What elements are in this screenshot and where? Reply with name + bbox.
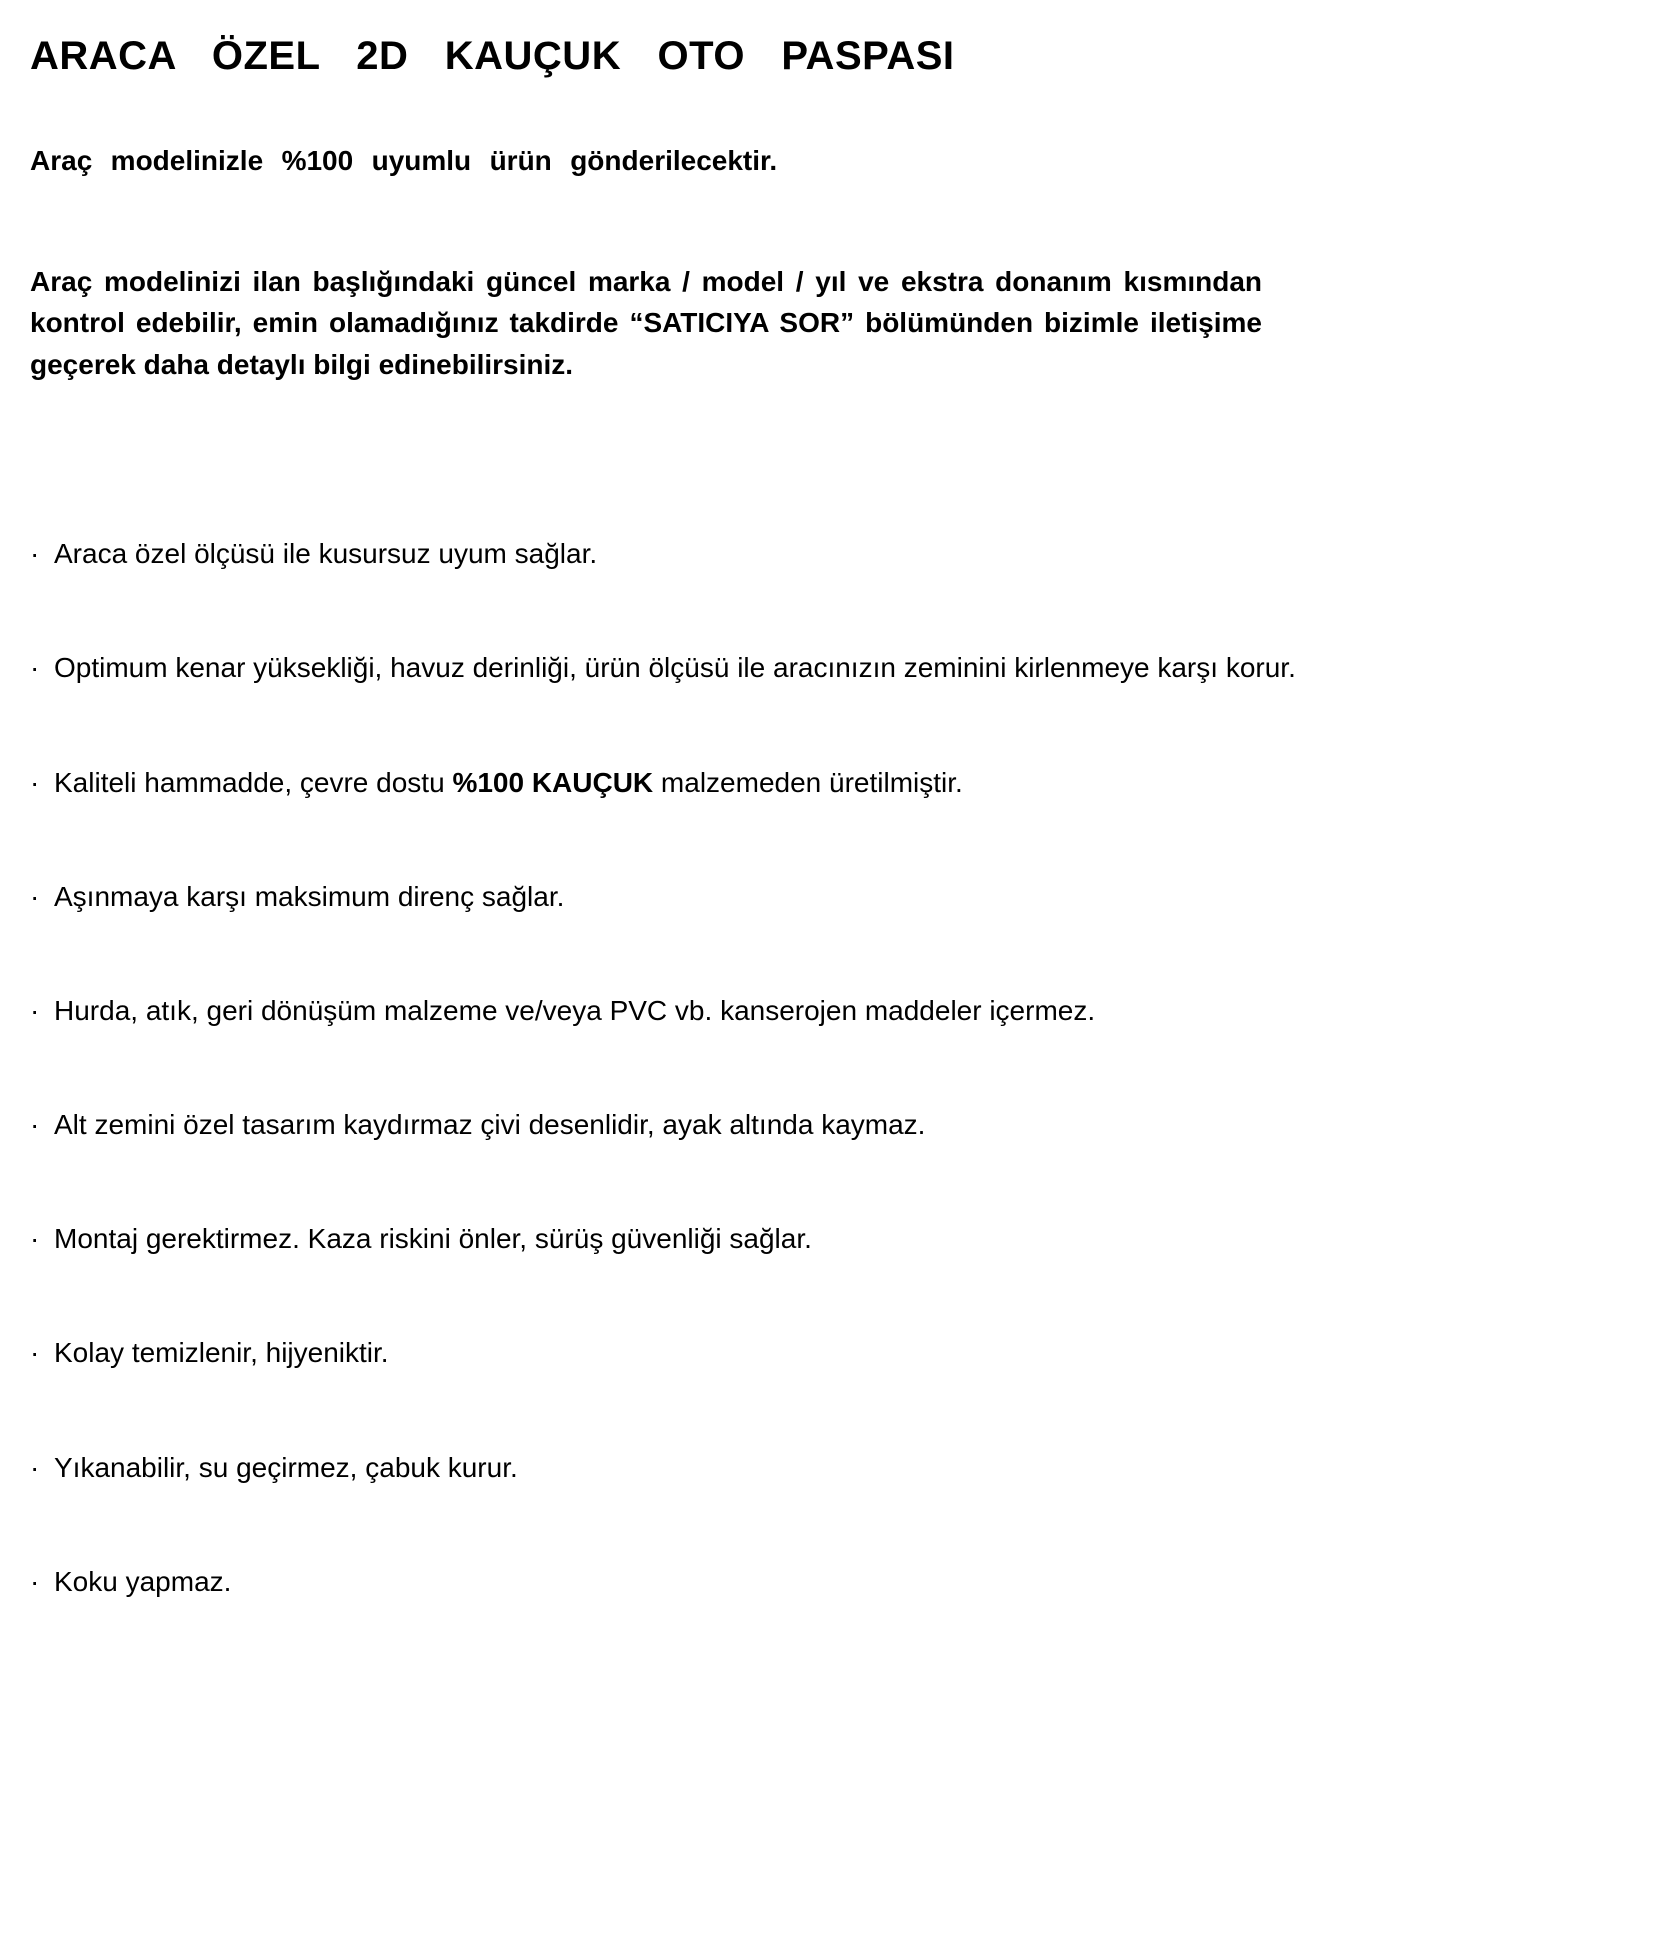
bullet-text-segment: Optimum kenar yüksekliği, havuz derinliği, ürün ölçüsü ile aracınızın zeminini kirlenmeye karşı korur. bbox=[54, 652, 1296, 684]
bullet-marker-icon: · bbox=[30, 1109, 40, 1141]
bullet-marker-icon: · bbox=[30, 1451, 40, 1483]
bullet-item bbox=[30, 1451, 1618, 1485]
bullet-text-bold-segment: %100 KAUÇUK bbox=[452, 766, 654, 798]
bullet-marker-icon: · bbox=[30, 1223, 40, 1255]
bullet-item bbox=[30, 1108, 1618, 1142]
bullet-text-segment: Araca özel ölçüsü ile kusursuz uyum sağlar. bbox=[54, 538, 598, 570]
bullet-text bbox=[54, 1222, 812, 1256]
feature-bullet-list bbox=[30, 537, 1618, 1599]
bullet-marker-icon: · bbox=[30, 766, 40, 798]
bullet-item bbox=[30, 1565, 1618, 1599]
bullet-marker-icon: · bbox=[30, 1337, 40, 1369]
bullet-text-segment: Alt zemini özel tasarım kaydırmaz çivi desenlidir, ayak altında kaymaz. bbox=[54, 1109, 926, 1141]
bullet-text bbox=[54, 994, 1095, 1028]
intro-paragraph-compatibility: Araç modelinizle %100 uyumlu ürün gönderilecektir. bbox=[30, 145, 778, 176]
bullet-text bbox=[54, 651, 1296, 685]
bullet-marker-icon: · bbox=[30, 880, 40, 912]
bullet-text-segment: Kolay temizlenir, hijyeniktir. bbox=[54, 1337, 389, 1369]
bullet-item bbox=[30, 1222, 1618, 1256]
bullet-text bbox=[54, 1336, 389, 1370]
bullet-text-segment: Montaj gerektirmez. Kaza riskini önler, sürüş güvenliği sağlar. bbox=[54, 1223, 812, 1255]
bullet-text bbox=[54, 766, 963, 800]
bullet-text bbox=[54, 1451, 518, 1485]
bullet-text-segment: Koku yapmaz. bbox=[54, 1565, 232, 1597]
bullet-marker-icon: · bbox=[30, 1565, 40, 1597]
bullet-item bbox=[30, 537, 1618, 571]
bullet-text-segment: Yıkanabilir, su geçirmez, çabuk kurur. bbox=[54, 1451, 518, 1483]
bullet-text-segment: Kaliteli hammadde, çevre dostu bbox=[54, 766, 453, 798]
intro-paragraph-check-model: Araç modelinizi ilan başlığındaki güncel marka / model / yıl ve ekstra donanım kısmından kontrol edebilir, emin olamadığınız takdirde “SATICIYA SOR” bölümünden bizimle iletişime geçerek daha detaylı bilgi edinebilirsiniz. bbox=[30, 266, 1262, 380]
bullet-text bbox=[54, 537, 597, 571]
bullet-item bbox=[30, 766, 1618, 800]
bullet-item bbox=[30, 1336, 1618, 1370]
bullet-text bbox=[54, 880, 564, 914]
bullet-text-segment: malzemeden üretilmiştir. bbox=[653, 766, 963, 798]
bullet-text-segment: Aşınmaya karşı maksimum direnç sağlar. bbox=[54, 880, 565, 912]
bullet-item bbox=[30, 651, 1618, 685]
bullet-item bbox=[30, 880, 1618, 914]
bullet-text-segment: Hurda, atık, geri dönüşüm malzeme ve/veya PVC vb. kanserojen maddeler içermez. bbox=[54, 994, 1096, 1026]
page-title: ARACA ÖZEL 2D KAUÇUK OTO PASPASI bbox=[30, 34, 955, 78]
bullet-marker-icon: · bbox=[30, 538, 40, 570]
bullet-text bbox=[54, 1565, 231, 1599]
bullet-marker-icon: · bbox=[30, 994, 40, 1026]
bullet-marker-icon: · bbox=[30, 652, 40, 684]
bullet-text bbox=[54, 1108, 925, 1142]
bullet-item bbox=[30, 994, 1618, 1028]
